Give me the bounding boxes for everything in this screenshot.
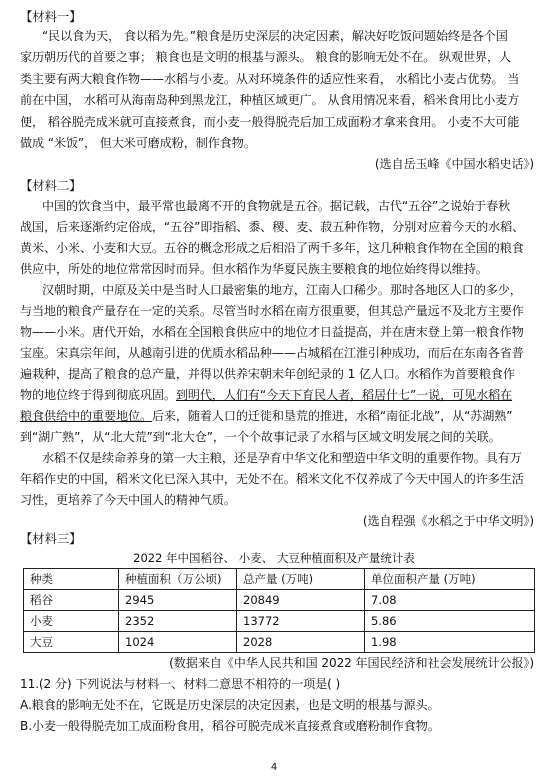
- table-row: [24, 611, 535, 632]
- table-header-cell: 单位面积产量 (万吨): [365, 569, 535, 590]
- table-header-cell: 种类: [24, 569, 119, 590]
- material2-p2-text: 物的地位终于得到彻底巩固。: [20, 388, 176, 402]
- material1-line: 便， 稻谷脱壳成米就可直接煮食，而小麦一般得脱壳后加工成面粉才拿来食用。 小麦不大可能: [20, 115, 520, 129]
- material2-p2-line: 遍栽种，提高了粮食的总产量，并得以供养宋朝末年创纪录的 1 亿人口。水稻作为首要粮食作: [20, 367, 515, 381]
- table-cell: 稻谷: [24, 590, 119, 611]
- table-caption: 2022 年中国稻谷、 小麦、 大豆种植面积及产量统计表: [133, 551, 415, 565]
- option-b: B.小麦一般得脱壳加工成面粉食用，稻谷可脱壳成米直接煮食或磨粉制作食物。: [20, 719, 440, 733]
- material2-p2-line: 与当地的粮食产量存在一定的关系。尽管当时水稻在南方很重要，但其总产量远不及北方主要作: [20, 304, 524, 318]
- table-header-row: [24, 569, 535, 590]
- table-cell: 2945: [119, 590, 237, 611]
- statistics-table: [23, 568, 535, 653]
- material2-p1-line: 黄米、小米、小麦和大豆。五谷的概念形成之后相沿了两千多年，这几种粮食作物在全国的粮食: [20, 241, 524, 255]
- material2-p2-line: 物——小米。唐代开始，水稻在全国粮食供应中的地位才日益提高，并在唐末登上第一粮食作物: [20, 325, 524, 339]
- material2-p2-line: [20, 388, 536, 403]
- material2-p2-line: 到“湖广熟”，从“北大荒”到“北大仓”，一个个故事记录了水稻与区域文明发展之间的关联。: [20, 430, 501, 444]
- table-cell: 1024: [119, 632, 237, 653]
- page-number: 4: [270, 762, 278, 773]
- table-cell: 2028: [237, 632, 365, 653]
- material2-p3-line: 水稻不仅是续命养身的第一大主粮，还是孕育中华文化和塑造中华文明的重要作物。具有万: [42, 451, 522, 465]
- material2-p2-text: 后来，随着人口的迁徙和垦荒的推进，水稻“南征北战”，从“苏湖熟”: [151, 409, 513, 423]
- material2-p1-line: 供应中，所处的地位常常因时而异。但水稻作为华夏民族主要粮食的地位始终得以维持。: [20, 262, 488, 276]
- table-cell: 5.86: [365, 611, 535, 632]
- material1-header: 【材料一】: [20, 9, 82, 24]
- table-header-cell: 种植面积（万公顷): [119, 569, 237, 590]
- material3-source: (数据来自《中华人民共和国 2022 年国民经济和社会发展统计公报》): [169, 656, 534, 670]
- table-row: [24, 632, 535, 653]
- material2-p1-line: 中国的饮食当中，最平常也最离不开的食物就是五谷。据记载，古代“五谷”之说始于春秋: [42, 199, 511, 213]
- table-cell: 13772: [237, 611, 365, 632]
- material1-line: “民以食为天， 食以稻为先。”粮食是历史深层的决定因素，解决好吃饭问题始终是各个国: [42, 29, 508, 43]
- material2-p2-line: [20, 409, 536, 424]
- material2-source: (选自程强《水稻之于中华文明》): [362, 514, 534, 528]
- material1-line: 家历朝历代的首要之事； 粮食也是文明的根基与源头。 粮食的影响无处不在。 纵观世界，人: [20, 50, 511, 64]
- material2-p3-line: 习性，更培养了今天中国人的精神气质。: [20, 493, 236, 507]
- material2-p1-line: 战国，后来逐渐约定俗成，“五谷”即指稻、黍、稷、麦、菽五种作物，分别对应着今天的水稻、: [20, 220, 525, 234]
- material2-underlined-text: 粮食供给中的重要地位。: [20, 409, 152, 423]
- material1-line: 类主要有两大粮食作物——水稻与小麦。从对环境条件的适应性来看， 水稻比小麦占优势。 当: [20, 72, 520, 86]
- material3-header: 【材料三】: [20, 531, 82, 546]
- option-a: A.粮食的影响无处不在，它既是历史深层的决定因素，也是文明的根基与源头。: [20, 698, 440, 712]
- table-cell: 大豆: [24, 632, 119, 653]
- question-stem: 11.(2 分) 下列说法与材料一、材料二意思不相符的一项是( ): [20, 677, 341, 691]
- material1-source: (选自岳玉峰《中国水稻史话》): [374, 157, 534, 171]
- table-cell: 2352: [119, 611, 237, 632]
- material2-p3-line: 年稻作史的中国，稻米文化已深入其中，无处不在。稻米文化不仅养成了今天中国人的许多生活: [20, 472, 524, 486]
- table-header-cell: 总产量 (万吨): [237, 569, 365, 590]
- material2-header: 【材料二】: [20, 178, 82, 193]
- table-cell: 1.98: [365, 632, 535, 653]
- material2-p2-line: 汉朝时期，中原及关中是当时人口最密集的地方，江南人口稀少。那时各地区人口的多少，: [42, 283, 522, 297]
- table-cell: 小麦: [24, 611, 119, 632]
- table-cell: 20849: [237, 590, 365, 611]
- table-cell: 7.08: [365, 590, 535, 611]
- table-row: [24, 590, 535, 611]
- material1-line: 前在中国， 水稻可从海南岛种到黑龙江，种植区域更广。 从食用情况来看，稻米食用比小麦方: [20, 93, 520, 107]
- material1-line: 做成 “米饭”， 但大米可磨成粉，制作食物。: [20, 136, 256, 150]
- material2-p2-line: 宝座。宋真宗年间，从越南引进的优质水稻品种——占城稻在江淮引种成功，而后在东南各省普: [20, 346, 524, 360]
- material2-underlined-text: 到明代，人们有“今天下育民人者，稻居什七”一说，可见水稻在: [175, 388, 513, 402]
